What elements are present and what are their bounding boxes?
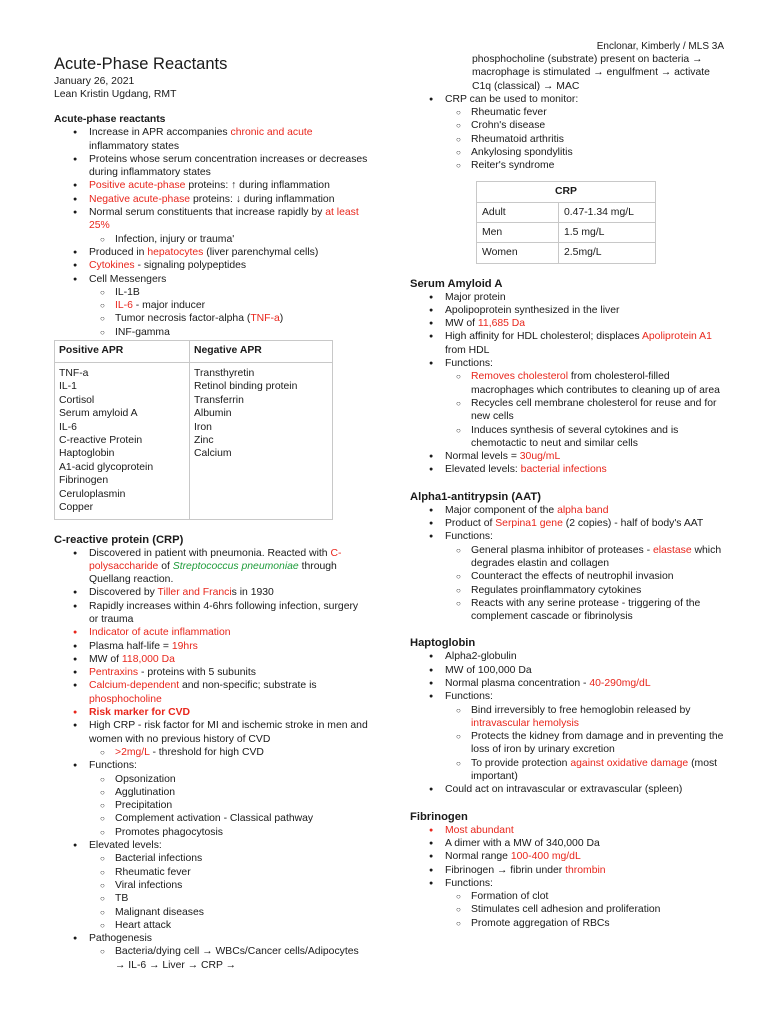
right-column bbox=[410, 53, 730, 930]
list-item: ○ Infection, injury or trauma' bbox=[89, 233, 370, 246]
list-item: ● Negative acute-phase proteins: ↓ during inflammation bbox=[54, 193, 370, 206]
list-item: ○ Regulates proinflammatory cytokines bbox=[445, 584, 730, 597]
left-column bbox=[54, 54, 370, 972]
list-item: ● Normal serum constituents that increase rapidly by at least 25% ○ Infection, injury or trauma' bbox=[54, 206, 370, 246]
fibrinogen-list bbox=[410, 824, 730, 930]
list-item: ● MW of 100,000 Da bbox=[410, 664, 730, 677]
table-row: Women 2.5mg/L bbox=[477, 243, 656, 263]
list-item: ○ Induces synthesis of several cytokines and is chemotactic to neut and similar cells bbox=[445, 424, 730, 451]
apr-list bbox=[54, 126, 370, 339]
crp-heading: C-reactive protein (CRP) bbox=[54, 533, 184, 546]
list-item: ● Rapidly increases within 4-6hrs following infection, surgery or trauma bbox=[54, 600, 370, 627]
list-item: ○ Bind irreversibly to free hemoglobin released by intravascular hemolysis bbox=[445, 704, 730, 731]
list-item: ○ Crohn's disease bbox=[445, 119, 730, 132]
list-item: ○ IL-6 - major inducer bbox=[89, 299, 370, 312]
crp-levels-table bbox=[476, 181, 656, 264]
list-item: ○ Recycles cell membrane cholesterol for reuse and for new cells bbox=[445, 397, 730, 424]
list-item: ○ Tumor necrosis factor-alpha (TNF-a) bbox=[89, 312, 370, 325]
list-item: ○ To provide protection against oxidative damage (most important) bbox=[445, 757, 730, 784]
list-item: ● Functions: ○ Bind irreversibly to free hemoglobin released by intravascular hemolysis ○ Protects the kidney from damage and in preventing the loss of iron by urinary excretion ○ To provide protection against oxidative damage (most important) bbox=[410, 690, 730, 783]
list-item: ○ Removes cholesterol from cholesterol-filled macrophages which contributes to cleaning up of area bbox=[445, 370, 730, 397]
table-header-positive: Positive APR bbox=[55, 341, 190, 363]
aat-list bbox=[410, 504, 730, 624]
list-item: ○ Ankylosing spondylitis bbox=[445, 146, 730, 159]
list-item: ● Normal range 100-400 mg/dL bbox=[410, 850, 730, 863]
aat-heading: Alpha1-antitrypsin (AAT) bbox=[410, 490, 541, 503]
list-item: ● Major component of the alpha band bbox=[410, 504, 730, 517]
list-item: ● MW of 11,685 Da bbox=[410, 317, 730, 330]
list-item: ● Plasma half-life = 19hrs bbox=[54, 640, 370, 653]
list-item: ○ Rheumatoid arthritis bbox=[445, 133, 730, 146]
list-item: ○ Formation of clot bbox=[445, 890, 730, 903]
list-item: ● Discovered by Tiller and Francis in 1930 bbox=[54, 586, 370, 599]
crp-list bbox=[54, 547, 370, 973]
list-item: ○ Reiter's syndrome bbox=[445, 159, 730, 172]
list-item: ○ Viral infections bbox=[89, 879, 370, 892]
list-item: ○ Rheumatic fever bbox=[89, 866, 370, 879]
crp-table-header: CRP bbox=[477, 181, 656, 202]
saa-list bbox=[410, 291, 730, 477]
saa-heading: Serum Amyloid A bbox=[410, 277, 503, 290]
list-item: ○ IL-1B bbox=[89, 286, 370, 299]
list-item: ○ Counteract the effects of neutrophil invasion bbox=[445, 570, 730, 583]
list-item: ● A dimer with a MW of 340,000 Da bbox=[410, 837, 730, 850]
list-item: ○ Precipitation bbox=[89, 799, 370, 812]
list-item: ● Risk marker for CVD bbox=[54, 706, 370, 719]
apr-heading: Acute-phase reactants bbox=[54, 114, 166, 125]
list-item: ○ Stimulates cell adhesion and proliferation bbox=[445, 903, 730, 916]
crp-monitor-list bbox=[410, 93, 730, 173]
list-item: ● Proteins whose serum concentration increases or decreases during inflammatory states bbox=[54, 153, 370, 180]
list-item: ○ Reacts with any serine protease - triggering of the complement cascade or fibrinolysis bbox=[445, 597, 730, 624]
table-row: Adult 0.47-1.34 mg/L bbox=[477, 202, 656, 222]
haptoglobin-heading: Haptoglobin bbox=[410, 637, 476, 650]
table-row: Men 1.5 mg/L bbox=[477, 222, 656, 242]
list-item: ● Product of Serpina1 gene (2 copies) - half of body's AAT bbox=[410, 517, 730, 530]
author-header: Enclonar, Kimberly / MLS 3A bbox=[596, 41, 724, 52]
list-item: ● Pathogenesis ○ Bacteria/dying cell → WBCs/Cancer cells/Adipocytes → IL-6 → Liver → CRP → bbox=[54, 932, 370, 972]
apr-table bbox=[54, 340, 333, 519]
list-item: ● Major protein bbox=[410, 291, 730, 304]
list-item: ○ INF-gamma bbox=[89, 326, 370, 339]
list-item: ● Elevated levels: ○ Bacterial infections ○ Rheumatic fever ○ Viral infections ○ TB ○ Malignant diseases ○ Heart attack bbox=[54, 839, 370, 932]
list-item: ○ General plasma inhibitor of proteases - elastase which degrades elastin and collagen bbox=[445, 544, 730, 571]
list-item: ● Elevated levels: bacterial infections bbox=[410, 463, 730, 476]
negative-apr-cell: Transthyretin Retinol binding protein Transferrin Albumin Iron Zinc Calcium bbox=[190, 363, 333, 519]
list-item: ● Indicator of acute inflammation bbox=[54, 626, 370, 639]
list-item: ● Could act on intravascular or extravascular (spleen) bbox=[410, 783, 730, 796]
list-item: ○ Rheumatic fever bbox=[445, 106, 730, 119]
list-item: ● CRP can be used to monitor: ○ Rheumatic fever ○ Crohn's disease ○ Rheumatoid arthritis ○ Ankylosing spondylitis ○ Reiter's syndrome bbox=[410, 93, 730, 173]
list-item: ● Pentraxins - proteins with 5 subunits bbox=[54, 666, 370, 679]
list-item: ○ Malignant diseases bbox=[89, 906, 370, 919]
list-item: ● Functions: ○ General plasma inhibitor of proteases - elastase which degrades elastin and collagen ○ Counteract the effects of neutrophil invasion ○ Regulates proinflammatory cytokines ○ Reacts with any serine protease - triggering of the complement cascade or fibrinolysis bbox=[410, 530, 730, 623]
haptoglobin-list bbox=[410, 650, 730, 796]
list-item: ● Discovered in patient with pneumonia. Reacted with C-polysaccharide of Streptococcus pneumoniae through Quellang reaction. bbox=[54, 547, 370, 587]
list-item: ● Increase in APR accompanies chronic and acute inflammatory states bbox=[54, 126, 370, 153]
list-item: ● Calcium-dependent and non-specific; substrate is phosphocholine bbox=[54, 679, 370, 706]
list-item: ● Normal levels = 30ug/mL bbox=[410, 450, 730, 463]
list-item: ● Normal plasma concentration - 40-290mg/dL bbox=[410, 677, 730, 690]
list-item: ● Positive acute-phase proteins: ↑ during inflammation bbox=[54, 179, 370, 192]
pathogenesis-continued: phosphocholine (substrate) present on bacteria → macrophage is stimulated → engulfment → activate C1q (classical) → MAC bbox=[472, 54, 710, 92]
list-item: ● High CRP - risk factor for MI and ischemic stroke in men and women with no previous history of CVD ○ >2mg/L - threshold for high CVD bbox=[54, 719, 370, 759]
list-item: ● Alpha2-globulin bbox=[410, 650, 730, 663]
positive-apr-cell: TNF-a IL-1 Cortisol Serum amyloid A IL-6 C-reactive Protein Haptoglobin A1-acid glycoprotein Fibrinogen Ceruloplasmin Copper bbox=[55, 363, 190, 519]
list-item: ○ Complement activation - Classical pathway bbox=[89, 812, 370, 825]
list-item: ○ >2mg/L - threshold for high CVD bbox=[89, 746, 370, 759]
list-item: ● Apolipoprotein synthesized in the liver bbox=[410, 304, 730, 317]
list-item: ● MW of 118,000 Da bbox=[54, 653, 370, 666]
list-item: ○ TB bbox=[89, 892, 370, 905]
list-item: ○ Opsonization bbox=[89, 773, 370, 786]
list-item: ● Cell Messengers ○ IL-1B ○ IL-6 - major inducer ○ Tumor necrosis factor-alpha (TNF-a) ○ INF-gamma bbox=[54, 273, 370, 339]
page-title: Acute-Phase Reactants bbox=[54, 55, 228, 73]
list-item: ○ Bacteria/dying cell → WBCs/Cancer cells/Adipocytes → IL-6 → Liver → CRP → bbox=[89, 945, 370, 972]
date: January 26, 2021 bbox=[54, 76, 135, 87]
list-item: ● Fibrinogen → fibrin under thrombin bbox=[410, 864, 730, 877]
list-item: ○ Agglutination bbox=[89, 786, 370, 799]
list-item: ○ Promotes phagocytosis bbox=[89, 826, 370, 839]
list-item: ● Functions: ○ Opsonization ○ Agglutination ○ Precipitation ○ Complement activation - Classical pathway ○ Promotes phagocytosis bbox=[54, 759, 370, 839]
list-item: ● High affinity for HDL cholesterol; displaces Apoliprotein A1 from HDL bbox=[410, 330, 730, 357]
list-item: ● Functions: ○ Formation of clot ○ Stimulates cell adhesion and proliferation ○ Promote aggregation of RBCs bbox=[410, 877, 730, 930]
list-item: ○ Protects the kidney from damage and in preventing the loss of iron by urinary excretion bbox=[445, 730, 730, 757]
list-item: ● Functions: ○ Removes cholesterol from cholesterol-filled macrophages which contributes to cleaning up of area ○ Recycles cell membrane cholesterol for reuse and for new cells ○ Induces synthesis of several cytokines and is chemotactic to neut and similar cells bbox=[410, 357, 730, 450]
list-item: ● Produced in hepatocytes (liver parenchymal cells) bbox=[54, 246, 370, 259]
list-item: ● Most abundant bbox=[410, 824, 730, 837]
table-header-negative: Negative APR bbox=[190, 341, 333, 363]
list-item: ○ Heart attack bbox=[89, 919, 370, 932]
list-item: ○ Promote aggregation of RBCs bbox=[445, 917, 730, 930]
author: Lean Kristin Ugdang, RMT bbox=[54, 89, 177, 100]
list-item: ○ Bacterial infections bbox=[89, 852, 370, 865]
list-item: ● Cytokines - signaling polypeptides bbox=[54, 259, 370, 272]
fibrinogen-heading: Fibrinogen bbox=[410, 810, 468, 823]
